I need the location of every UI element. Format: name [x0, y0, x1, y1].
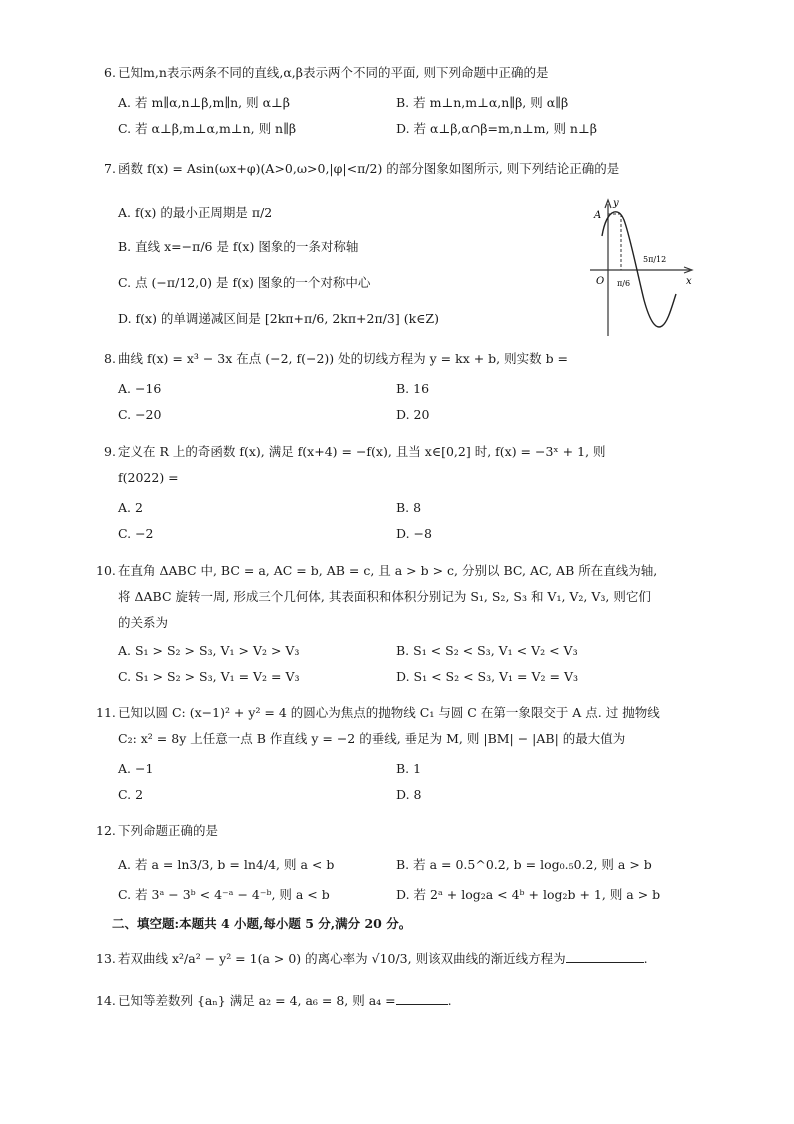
question-stem-line-1: 已知以圆 C: (x−1)² + y² = 4 的圆心为焦点的抛物线 C₁ 与圆 C 在第一象限交于 A 点. 过 抛物线	[118, 705, 660, 720]
option-c: C. −20	[118, 407, 162, 422]
end-mark: .	[643, 951, 648, 966]
option-c: C. 若 3ᵃ − 3ᵇ < 4⁻ᵃ − 4⁻ᵇ, 则 a < b	[118, 887, 330, 902]
option-d: D. 20	[396, 407, 430, 422]
option-c: C. 点 (−π/12,0) 是 f(x) 图象的一个对称中心	[118, 275, 371, 290]
origin-label: O	[596, 276, 605, 287]
question-stem: 已知等差数列 {aₙ} 满足 a₂ = 4, a₆ = 8, 则 a₄ =	[118, 993, 396, 1008]
option-a: A. −16	[118, 381, 162, 396]
option-b: B. 直线 x=−π/6 是 f(x) 图象的一条对称轴	[118, 239, 359, 254]
option-a: A. −1	[118, 761, 154, 776]
question-stem: 曲线 f(x) = x³ − 3x 在点 (−2, f(−2)) 处的切线方程为 y = kx + b, 则实数 b =	[118, 351, 569, 366]
option-c: C. 2	[118, 787, 144, 802]
tick-pi-six: π/6	[617, 279, 631, 288]
option-d: D. 若 α⊥β,α∩β=m,n⊥m, 则 n⊥β	[396, 121, 597, 136]
question-stem: 下列命题正确的是	[118, 823, 219, 838]
section-two-heading: 二、填空题:本题共 4 小题,每小题 5 分,满分 20 分。	[112, 916, 412, 931]
option-b: B. 8	[396, 500, 422, 515]
question-stem: 若双曲线 x²/a² − y² = 1(a > 0) 的离心率为 √10/3, 则该双曲线的渐近线方程为	[118, 951, 566, 966]
option-c: C. 若 α⊥β,m⊥α,m⊥n, 则 n∥β	[118, 121, 297, 136]
question-number: 8.	[104, 351, 116, 366]
question-stem-line-1: 在直角 ΔABC 中, BC = a, AC = b, AB = c, 且 a > b > c, 分别以 BC, AC, AB 所在直线为轴,	[118, 563, 658, 578]
question-number: 9.	[104, 444, 116, 459]
option-a: A. f(x) 的最小正周期是 π/2	[118, 205, 273, 220]
option-b: B. S₁ < S₂ < S₃, V₁ < V₂ < V₃	[396, 643, 578, 658]
option-b: B. 1	[396, 761, 422, 776]
question-stem-line-2: C₂: x² = 8y 上任意一点 B 作直线 y = −2 的垂线, 垂足为 M, 则 |BM| − |AB| 的最大值为	[118, 731, 626, 746]
question-number: 14.	[96, 993, 116, 1008]
option-c: C. −2	[118, 526, 154, 541]
end-mark: .	[447, 993, 452, 1008]
question-stem-line-2: f(2022) =	[118, 470, 179, 485]
y-label: y	[613, 198, 619, 209]
question-stem-line-1: 定义在 R 上的奇函数 f(x), 满足 f(x+4) = −f(x), 且当 x∈[0,2] 时, f(x) = −3ˣ + 1, 则	[118, 444, 606, 459]
option-a: A. 若 a = ln3/3, b = ln4/4, 则 a < b	[118, 857, 335, 872]
question-number: 12.	[96, 823, 116, 838]
question-text	[118, 992, 452, 1010]
option-d: D. 若 2ᵃ + log₂a < 4ᵇ + log₂b + 1, 则 a > b	[396, 887, 661, 902]
answer-blank[interactable]	[396, 992, 448, 1005]
a-label: A	[594, 210, 602, 221]
sine-graph	[588, 196, 696, 340]
x-label: x	[686, 276, 692, 287]
option-a: A. 若 m∥α,n⊥β,m∥n, 则 α⊥β	[118, 95, 291, 110]
question-number: 10.	[96, 563, 116, 578]
option-c: C. S₁ > S₂ > S₃, V₁ = V₂ = V₃	[118, 669, 300, 684]
option-d: D. −8	[396, 526, 432, 541]
tick-five-pi-twelve: 5π/12	[643, 255, 667, 264]
option-b: B. 16	[396, 381, 430, 396]
answer-blank[interactable]	[566, 950, 644, 963]
option-d: D. f(x) 的单调递减区间是 [2kπ+π/6, 2kπ+2π/3] (k∈Z)	[118, 311, 439, 326]
question-number: 13.	[96, 951, 116, 966]
option-b: B. 若 m⊥n,m⊥α,n∥β, 则 α∥β	[396, 95, 569, 110]
question-stem: 函数 f(x) = Asin(ωx+φ)(A>0,ω>0,|φ|<π/2) 的部分图象如图所示, 则下列结论正确的是	[118, 161, 620, 176]
question-stem-line-3: 的关系为	[118, 615, 169, 630]
question-stem-line-2: 将 ΔABC 旋转一周, 形成三个几何体, 其表面积和体积分别记为 S₁, S₂, S₃ 和 V₁, V₂, V₃, 则它们	[118, 589, 651, 604]
question-number: 6.	[104, 65, 116, 80]
question-stem: 已知m,n表示两条不同的直线,α,β表示两个不同的平面, 则下列命题中正确的是	[118, 65, 549, 80]
option-d: D. 8	[396, 787, 422, 802]
question-number: 11.	[96, 705, 116, 720]
option-d: D. S₁ < S₂ < S₃, V₁ = V₂ = V₃	[396, 669, 578, 684]
sine-curve	[602, 212, 676, 327]
question-number: 7.	[104, 161, 116, 176]
option-b: B. 若 a = 0.5^0.2, b = log₀.₅0.2, 则 a > b	[396, 857, 652, 872]
question-text	[118, 950, 648, 968]
option-a: A. 2	[118, 500, 143, 515]
option-a: A. S₁ > S₂ > S₃, V₁ > V₂ > V₃	[118, 643, 300, 658]
